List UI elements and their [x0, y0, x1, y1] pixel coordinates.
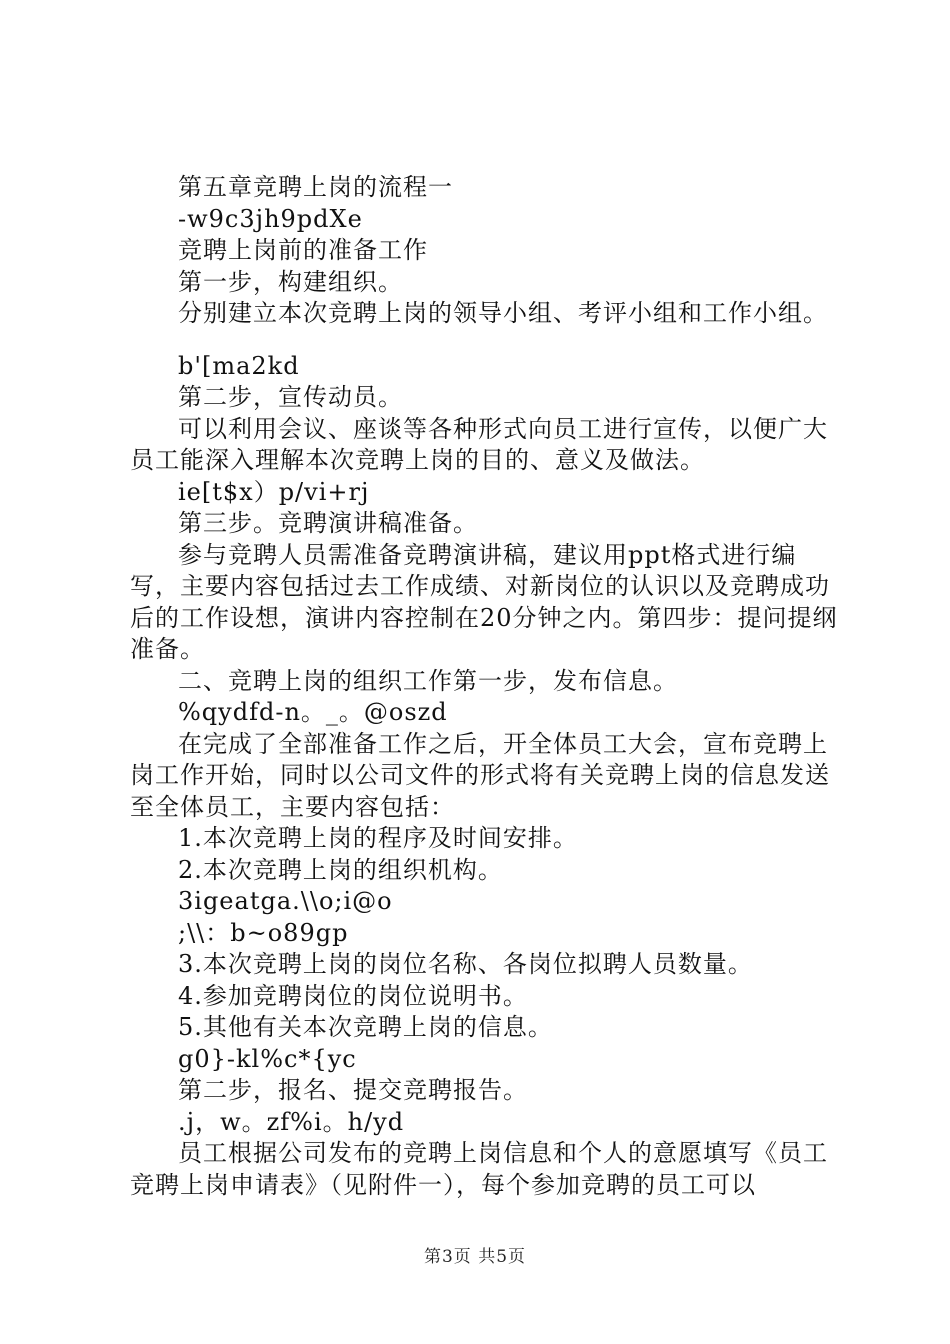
paragraph: -w9c3jh9pdXe — [178, 204, 363, 233]
paragraph: .j，w。zf%i。h/yd — [178, 1107, 405, 1136]
paragraph: g0}-kl%c*{yc — [178, 1044, 357, 1073]
paragraph: 可以利用会议、座谈等各种形式向员工进行宣传，以便广大员工能深入理解本次竞聘上岗的目的、意义及做法。 — [130, 414, 828, 474]
paragraph: 在完成了全部准备工作之后，开全体员工大会，宣布竞聘上岗工作开始，同时以公司文件的形式将有关竞聘上岗的信息发送至全体员工，主要内容包括： — [130, 729, 830, 821]
paragraph: 分别建立本次竞聘上岗的领导小组、考评小组和工作小组。 — [178, 299, 828, 327]
paragraph: 第二步，报名、提交竞聘报告。 — [178, 1076, 528, 1104]
paragraph: 3igeatga.\\o;i@o — [178, 887, 393, 915]
paragraph: 第五章竞聘上岗的流程一 — [178, 173, 453, 201]
paragraph: 2.本次竞聘上岗的组织机构。 — [178, 855, 503, 884]
paragraph: 员工根据公司发布的竞聘上岗信息和个人的意愿填写《员工竞聘上岗申请表》（见附件一），每个参加竞聘的员工可以 — [130, 1139, 828, 1199]
paragraph: 参与竞聘人员需准备竞聘演讲稿，建议用ppt格式进行编写，主要内容包括过去工作成绩、对新岗位的认识以及竞聘成功后的工作设想，演讲内容控制在20分钟之内。第四步：提问提纲准备。 — [130, 540, 838, 663]
paragraph: %qydfd-n。_。@oszd — [178, 698, 448, 726]
paragraph: b'[ma2kd — [178, 351, 300, 380]
paragraph: 4.参加竞聘岗位的岗位说明书。 — [178, 981, 528, 1010]
paragraph: 3.本次竞聘上岗的岗位名称、各岗位拟聘人员数量。 — [178, 950, 753, 978]
paragraph: ;\\：b~o89gp — [178, 918, 349, 947]
paragraph: 第一步，构建组织。 — [178, 267, 403, 296]
paragraph: 二、竞聘上岗的组织工作第一步，发布信息。 — [178, 666, 678, 695]
paragraph: 第三步。竞聘演讲稿准备。 — [178, 509, 478, 537]
paragraph: 竞聘上岗前的准备工作 — [178, 236, 428, 264]
paragraph: 1.本次竞聘上岗的程序及时间安排。 — [178, 824, 578, 852]
page-number-footer: 第3页 共5页 — [423, 1247, 527, 1267]
paragraph: ie[t$x）p/vi+rj — [178, 477, 370, 506]
paragraph: 5.其他有关本次竞聘上岗的信息。 — [178, 1013, 553, 1041]
paragraph: 第二步，宣传动员。 — [178, 383, 403, 411]
document-body — [130, 172, 840, 1201]
